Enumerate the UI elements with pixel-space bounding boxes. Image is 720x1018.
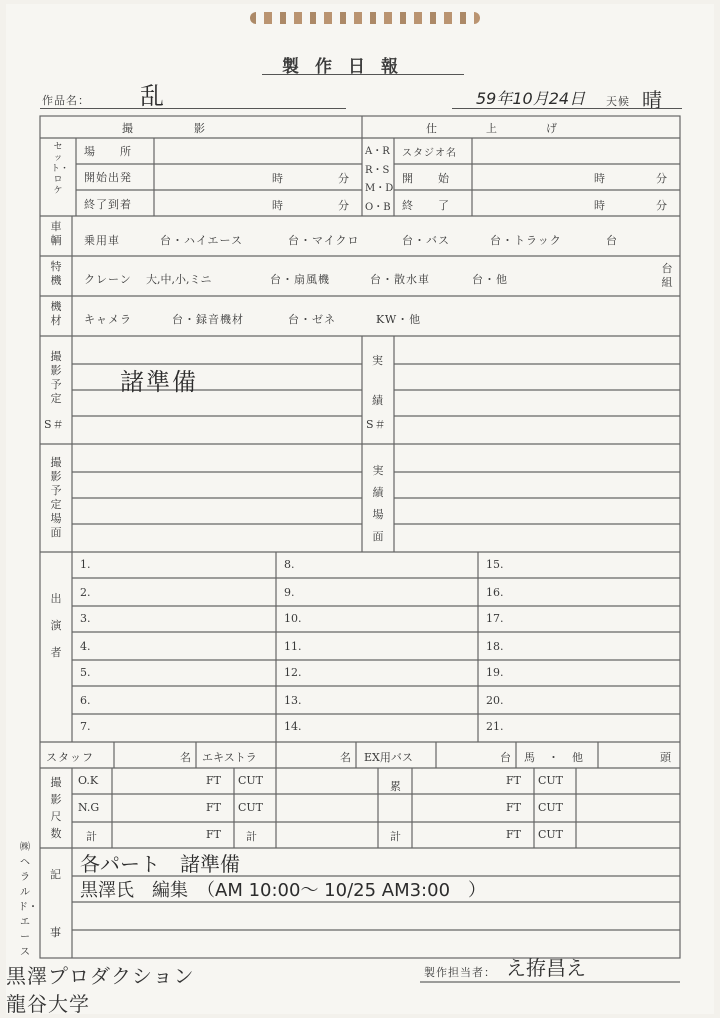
watermark-line-1: 黒澤プロダクション — [6, 964, 195, 988]
cast-label: 出演者 — [50, 592, 62, 659]
equip-sound: 台・録音機材 — [172, 313, 244, 326]
ft-label: FT — [206, 801, 221, 814]
minute-label: 分 — [656, 199, 668, 212]
code-ob: O・B — [365, 202, 391, 213]
cast-number: 6. — [80, 694, 91, 707]
finish-end-label: 終 了 — [402, 199, 450, 212]
date-value: 59年10月24日 — [476, 89, 586, 108]
equip-camera: キャメラ — [84, 313, 132, 326]
end-arrive-label: 終了到着 — [84, 198, 132, 211]
cast-number: 12. — [284, 666, 302, 679]
watermark-line-2: 龍谷大学 — [6, 992, 90, 1016]
notes-line-2: 黒澤氏 編集 （AM 10:00～ 10/25 AM3:00 ） — [80, 880, 487, 901]
cast-number: 17. — [486, 612, 504, 625]
cast-number: 19. — [486, 666, 504, 679]
notes-line-1: 各パート 諸準備 — [80, 852, 240, 876]
cast-number: 8. — [284, 558, 295, 571]
ft-label: FT — [506, 774, 521, 787]
weather-value: 晴 — [642, 88, 662, 112]
special-crane: クレーン — [84, 273, 132, 286]
cast-number: 9. — [284, 586, 295, 599]
section-finishing: 仕 上 げ — [426, 122, 558, 135]
special-label: 特機 — [50, 260, 62, 287]
cast-number: 13. — [284, 694, 302, 707]
start-depart-label: 開始出発 — [84, 171, 132, 184]
equip-generator: 台・ゼネ — [288, 313, 336, 326]
vehicle-bus: 台・バス — [402, 234, 450, 247]
cast-number: 1. — [80, 558, 91, 571]
cut-label: CUT — [538, 801, 564, 814]
ft-label: FT — [206, 828, 221, 841]
actual-scene-number-label: S＃ — [366, 418, 387, 431]
vehicle-car: 乗用車 — [84, 234, 120, 247]
place-label: 場 所 — [84, 145, 132, 158]
ft-label: FT — [506, 828, 521, 841]
bus-dai: 台 — [500, 751, 512, 764]
vehicle-micro: 台・マイクロ — [288, 234, 360, 247]
cast-number: 5. — [80, 666, 91, 679]
footage-ok: O.K — [78, 774, 99, 787]
special-end: 台組 — [661, 262, 673, 289]
hour-label: 時 — [272, 172, 284, 185]
cast-number: 15. — [486, 558, 504, 571]
special-sprinkler: 台・散水車 — [370, 273, 430, 286]
work-name-value: 乱 — [140, 82, 164, 110]
page-title: 製作日報 — [282, 57, 414, 77]
finish-start-label: 開 始 — [402, 172, 450, 185]
cast-number: 7. — [80, 720, 91, 733]
cast-number: 18. — [486, 640, 504, 653]
producer-value: え拵昌え — [506, 956, 586, 980]
cast-number: 2. — [80, 586, 91, 599]
section-shooting: 撮 影 — [122, 122, 206, 135]
work-name-label: 作品名： — [42, 94, 90, 107]
scene-label: 撮影予定場面 — [50, 456, 62, 539]
cut-label: CUT — [238, 774, 264, 787]
minute-label: 分 — [338, 199, 350, 212]
extra-label: エキストラ — [202, 751, 257, 764]
actual-scene-label: 実績場面 — [372, 464, 384, 543]
cut-label: CUT — [238, 801, 264, 814]
cast-number: 21. — [486, 720, 504, 733]
code-rs: R・S — [365, 165, 390, 176]
cut-label: CUT — [538, 828, 564, 841]
ft-label: FT — [506, 801, 521, 814]
vehicles-label: 車輌 — [50, 220, 62, 247]
cut-label: CUT — [538, 774, 564, 787]
extra-mei: 名 — [340, 751, 352, 764]
cast-number: 4. — [80, 640, 91, 653]
staff-mei: 名 — [180, 751, 192, 764]
set-loc-label: セット・ロケ — [51, 142, 70, 196]
cumulative-bottom: 計 — [390, 830, 402, 843]
equipment-label: 機材 — [50, 300, 62, 327]
producer-label: 製作担当者： — [424, 966, 496, 979]
cast-number: 3. — [80, 612, 91, 625]
side-print: ㈱ヘラルド・エース — [18, 842, 38, 958]
cast-number: 20. — [486, 694, 504, 707]
code-md: M・D — [365, 183, 394, 194]
actual-top-label: 実 — [372, 354, 384, 367]
head-label: 頭 — [660, 751, 672, 764]
cast-number: 11. — [284, 640, 302, 653]
vehicle-hiace: 台・ハイエース — [160, 234, 244, 247]
notes-label-top: 記 — [50, 868, 62, 881]
special-fan: 台・扇風機 — [270, 273, 330, 286]
footage-total: 計 — [86, 830, 98, 843]
code-ar: A・R — [365, 146, 390, 157]
minute-label: 分 — [656, 172, 668, 185]
hour-label: 時 — [272, 199, 284, 212]
special-sizes: 大,中,小,ミニ — [146, 273, 212, 286]
notes-label-bottom: 事 — [50, 926, 62, 939]
special-other: 台・他 — [472, 273, 508, 286]
vehicle-end: 台 — [606, 234, 618, 247]
vehicle-truck: 台・トラック — [490, 234, 562, 247]
ex-bus-label: EX用バス — [364, 751, 413, 764]
cast-number: 16. — [486, 586, 504, 599]
minute-label: 分 — [338, 172, 350, 185]
footage-label: 撮影尺数 — [50, 776, 62, 840]
cast-number: 14. — [284, 720, 302, 733]
cumulative-top: 累 — [390, 780, 402, 793]
kei-label: 計 — [246, 830, 258, 843]
ft-label: FT — [206, 774, 221, 787]
equip-kw: KW・他 — [376, 313, 422, 326]
schedule-label: 撮影予定 — [50, 350, 62, 405]
cast-number: 10. — [284, 612, 302, 625]
actual-bottom-label: 績 — [372, 394, 384, 407]
hour-label: 時 — [594, 172, 606, 185]
horse-label: 馬 ・ 他 — [524, 751, 584, 764]
studio-label: スタジオ名 — [402, 148, 457, 159]
footage-ng: N.G — [78, 801, 100, 814]
hour-label: 時 — [594, 199, 606, 212]
staff-label: スタッフ — [46, 751, 94, 764]
weather-label: 天候 — [606, 95, 630, 108]
scene-number-label: S＃ — [44, 418, 65, 431]
schedule-entry: 諸準備 — [120, 368, 198, 396]
